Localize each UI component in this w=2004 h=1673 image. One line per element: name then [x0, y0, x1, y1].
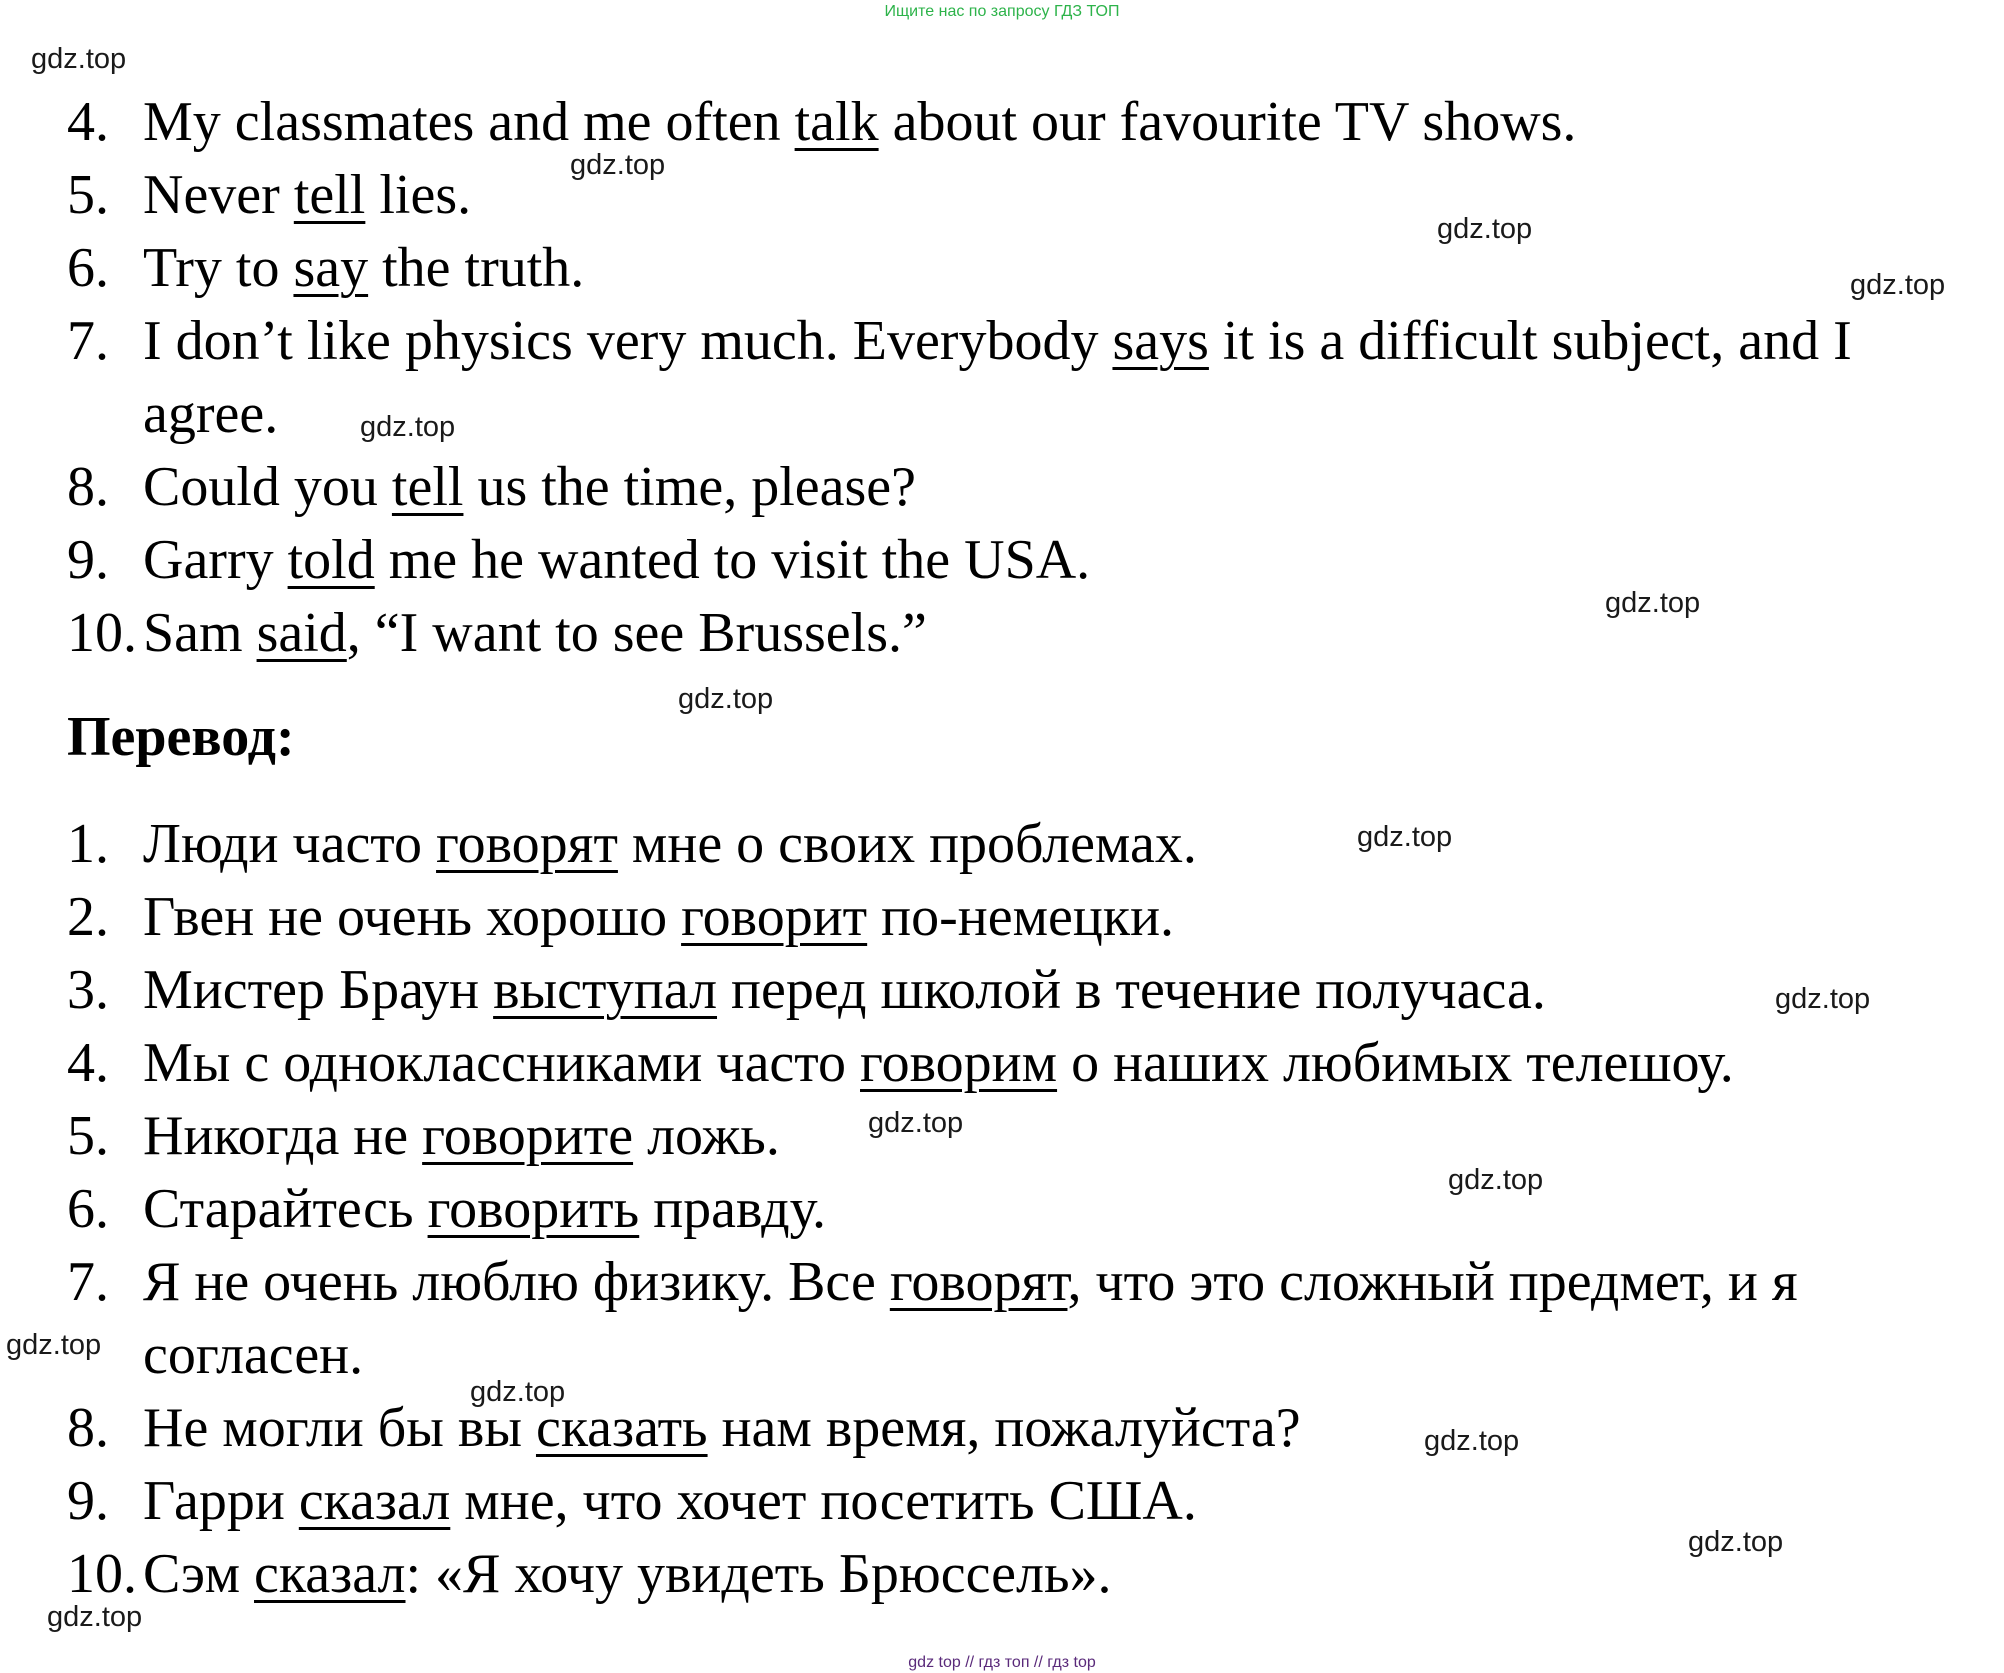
underlined-word: говорите [422, 1105, 634, 1167]
item-text: Гарри сказал мне, что хочет посетить США. [143, 1470, 1197, 1532]
watermark: gdz.top [360, 411, 456, 443]
item-number: 4. [67, 1032, 109, 1094]
watermark: gdz.top [1448, 1164, 1544, 1196]
item-number: 10. [67, 1543, 137, 1605]
item-number: 10. [67, 602, 137, 664]
underlined-word: сказать [535, 1397, 708, 1459]
item-text-continuation: agree. [143, 383, 279, 445]
underlined-word: сказал [254, 1543, 406, 1605]
item-text: I don’t like physics very much. Everybody says it is a difficult subject, and I [143, 310, 1852, 372]
underlined-word: tell [391, 456, 464, 518]
watermark: gdz.top [47, 1601, 143, 1633]
watermark: gdz.top [570, 149, 666, 181]
item-number: 7. [67, 1251, 109, 1313]
item-number: 8. [67, 1397, 109, 1459]
item-number: 5. [67, 1105, 109, 1167]
item-number: 4. [67, 91, 109, 153]
footer-links: gdz top // гдз топ // гдз top [908, 1654, 1096, 1671]
item-number: 6. [67, 237, 109, 299]
underlined-word: says [1112, 310, 1209, 372]
underlined-word: told [287, 529, 375, 591]
underlined-word: tell [293, 164, 366, 226]
watermark: gdz.top [1437, 213, 1533, 245]
underlined-word: говорим [860, 1032, 1058, 1094]
item-text: My classmates and me often talk about our favourite TV shows. [143, 91, 1577, 153]
watermark: gdz.top [1688, 1526, 1784, 1558]
underlined-word: talk [794, 91, 879, 153]
underlined-word: говорят [436, 813, 618, 875]
item-text: Garry told me he wanted to visit the USA. [143, 529, 1091, 591]
item-number: 7. [67, 310, 109, 372]
item-text: Try to say the truth. [143, 237, 585, 299]
underlined-word: сказал [298, 1470, 451, 1532]
item-text: Старайтесь говорить правду. [143, 1178, 826, 1240]
item-number: 3. [67, 959, 109, 1021]
underlined-word: выступал [493, 959, 718, 1021]
watermark: gdz.top [1357, 821, 1453, 853]
watermark: gdz.top [6, 1329, 102, 1361]
item-text: Could you tell us the time, please? [143, 456, 916, 518]
item-number: 6. [67, 1178, 109, 1240]
item-number: 9. [67, 529, 109, 591]
underlined-word: говорит [681, 886, 868, 948]
item-number: 1. [67, 813, 109, 875]
watermark: gdz.top [678, 683, 774, 715]
item-text: Гвен не очень хорошо говорит по-немецки. [143, 886, 1175, 948]
item-number: 8. [67, 456, 109, 518]
item-text: Мы с одноклассниками часто говорим о наших любимых телешоу. [143, 1032, 1734, 1094]
item-text: Люди часто говорят мне о своих проблемах. [143, 813, 1197, 875]
top-banner: Ищите нас по запросу ГДЗ ТОП [884, 3, 1120, 20]
item-number: 2. [67, 886, 109, 948]
watermark: gdz.top [31, 43, 127, 75]
item-text: Не могли бы вы сказать нам время, пожалуйста? [143, 1397, 1301, 1459]
item-text: Сэм сказал: «Я хочу увидеть Брюссель». [143, 1543, 1112, 1605]
item-text: Never tell lies. [143, 164, 472, 226]
watermark: gdz.top [1605, 587, 1701, 619]
item-text: Никогда не говорите ложь. [143, 1105, 780, 1167]
item-text: Sam said, “I want to see Brussels.” [143, 602, 927, 664]
underlined-word: say [293, 237, 369, 299]
item-text: Я не очень люблю физику. Все говорят, что это сложный предмет, и я [143, 1251, 1798, 1313]
item-text-continuation: согласен. [143, 1324, 364, 1386]
watermark: gdz.top [1424, 1425, 1520, 1457]
underlined-word: говорить [427, 1178, 640, 1240]
translation-heading: Перевод: [67, 706, 295, 768]
underlined-word: said [256, 602, 347, 664]
underlined-word: говорят [889, 1251, 1068, 1313]
watermark: gdz.top [1775, 983, 1871, 1015]
watermark: gdz.top [1850, 269, 1946, 301]
item-text: Мистер Браун выступал перед школой в течение получаса. [143, 959, 1546, 1021]
watermark: gdz.top [868, 1107, 964, 1139]
watermark: gdz.top [470, 1376, 566, 1408]
item-number: 5. [67, 164, 109, 226]
item-number: 9. [67, 1470, 109, 1532]
